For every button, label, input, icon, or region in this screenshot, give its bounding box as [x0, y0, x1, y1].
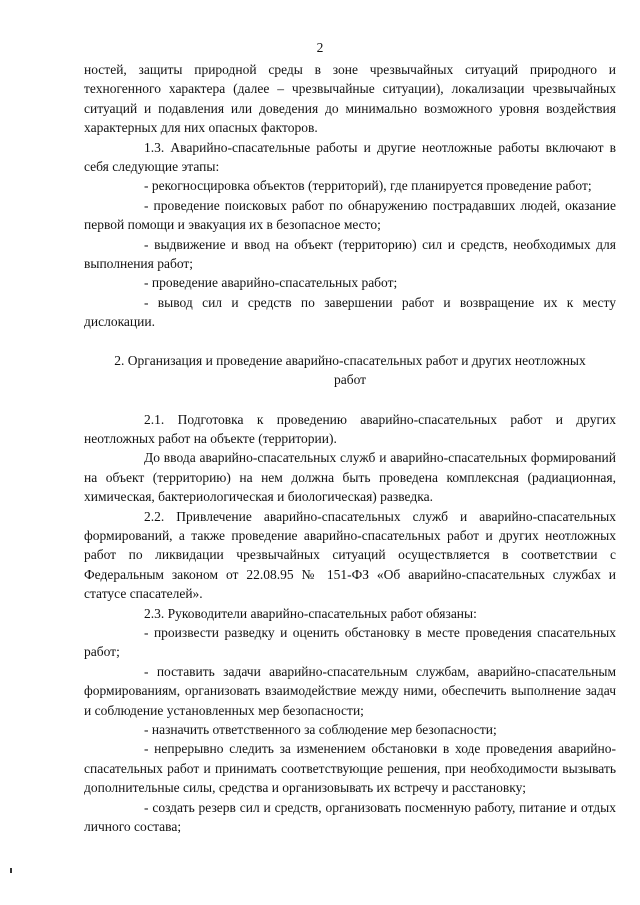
- list-item-safety-officer: - назначить ответственного за соблюдение мер безопасности;: [144, 722, 497, 737]
- paragraph-2-2: 2.2. Привлечение аварийно-спасательных служб и аварийно-спасательных формирований, а также проведение аварийно-спасательных работ и других неотложных работ по ликвидации чрезвычайных ситуаций осуществляется в соответствии с Федеральным законом от 22.08.95 № 151-ФЗ «Об аварийно-спасательных службах и статусе спасателей».: [84, 508, 616, 602]
- list-item-set-tasks: - поставить задачи аварийно-спасательным службам, аварийно-спасательным формированиям, организовать взаимодействие между ними, обеспечить выполнение задач и соблюдение установленных мер безопасности;: [84, 663, 616, 718]
- paragraph-continuation: ностей, защиты природной среды в зоне чрезвычайных ситуаций природного и техногенного характера (далее – чрезвычайные ситуации), локализации чрезвычайных ситуаций и подавления или доведения до минимально возможного уровня воздействия характерных для них опасных факторов.: [84, 62, 616, 136]
- paragraph-1-3: 1.3. Аварийно-спасательные работы и другие неотложные работы включают в себя следующие этапы:: [84, 139, 616, 175]
- list-item-rescue-works: - проведение аварийно-спасательных работ;: [144, 275, 398, 291]
- paragraph-2-3: 2.3. Руководители аварийно-спасательных работ обязаны:: [144, 605, 477, 621]
- list-item-monitor-situation: - непрерывно следить за изменением обстановки в ходе проведения аварийно-спасательных работ и принимать соответствующие решения, при необходимости вызывать дополнительные силы, средства и организовывать их встречу и расстановку;: [84, 741, 616, 796]
- document-body: [84, 60, 616, 836]
- list-item-deployment: - выдвижение и ввод на объект (территорию) сил и средств, необходимых для выполнения работ;: [84, 236, 616, 272]
- list-item-reconnaissance: - рекогносцировка объектов (территорий), где планируется проведение работ;: [144, 178, 592, 194]
- section-heading: 2. Организация и проведение аварийно-спасательных работ и других неотложных работ: [114, 352, 586, 388]
- list-item-reserve-forces: - создать резерв сил и средств, организовать посменную работу, питание и отдых личного состава;: [84, 799, 616, 835]
- list-item-assess-situation: - произвести разведку и оценить обстановку в месте проведения спасательных работ;: [84, 624, 616, 660]
- scan-artifact-mark: [10, 868, 12, 873]
- list-item-search-works: - проведение поисковых работ по обнаружению пострадавших людей, оказание первой помощи и эвакуация их в безопасное место;: [84, 197, 616, 233]
- paragraph-2-1: 2.1. Подготовка к проведению аварийно-спасательных работ и других неотложных работ на объекте (территории).: [84, 411, 616, 446]
- page-number: 2: [316, 40, 324, 55]
- list-item-withdrawal: - вывод сил и средств по завершении работ и возвращение их к месту дислокации.: [84, 294, 616, 330]
- paragraph-reconnaissance-requirement: До ввода аварийно-спасательных служб и аварийно-спасательных формирований на объект (территорию) на нем должна быть проведена комплексная (радиационная, химическая, бактериологическая и биологическая) разведка.: [84, 450, 616, 505]
